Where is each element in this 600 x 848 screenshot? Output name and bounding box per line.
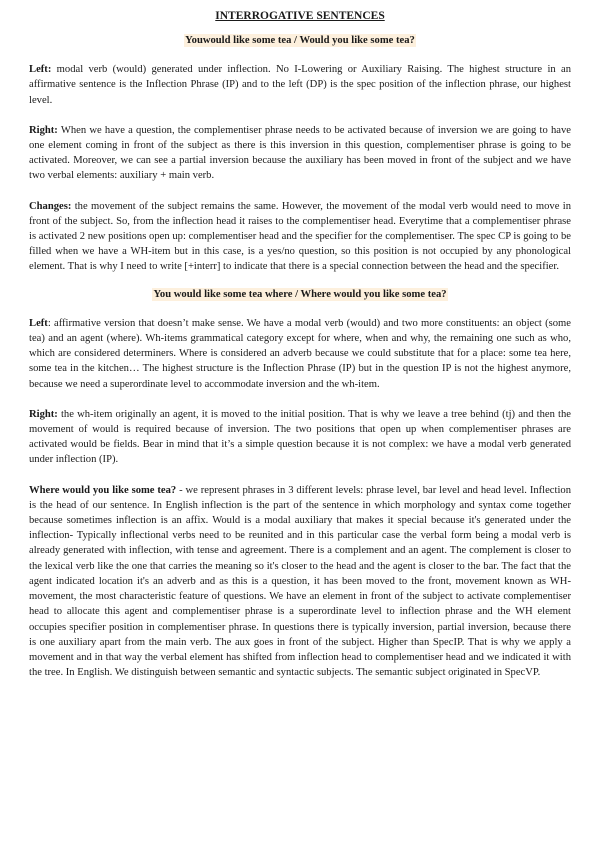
section2-where-paragraph [29, 483, 571, 681]
section1-heading [29, 33, 571, 48]
paragraph-label: Changes: [29, 200, 72, 212]
paragraph-text: the wh-item originally an agent, it is moved to the initial position. That is why we leave a tree behind (tj) and then the movement of would is required because of inversion. The two positions that open up when complementiser phrases are activated would be fields. Bear in mind that it’s a simple question because it is not complex: we have a modal verb generated under inflection (IP). [29, 408, 571, 466]
paragraph-text: - we represent phrases in 3 different levels: phrase level, bar level and head level. Inflection is the head of our sentence. In English inflection is the part of the sentence in which morphology and syntax come together because sometimes inflection is an affix. Would is a modal auxiliary that makes it special because it's generated under the inflection- Typically inflectional verbs need to be reunited and in this particular case the verbal form being a modal verb is already generated with inflection, with tense and agreement. There is a complement and an agent. The complement is closer to the lexical verb like the one that carries the meaning so it's closer to the head and the agent is closer to the bar. The fact that the agent indicated location it's an adverb and as this is a question, it has been moved to the front, movement known as WH-movement, the most characteristic feature of questions. We have an element in front of the subject to activate complementiser head to allocate this agent and complementiser phrase is a superordinate level to inflection phrase and the WH element occupies specifier position in complementiser phrase. In questions there is typically inversion, partial inversion, because there is one auxiliary apart from the main verb. The aux goes in front of the subject. Higher than SpecIP. That is why we apply a movement and in that way the verbal element has shifted from inflection head to complementiser head and we indicated it with the tree. In English. We distinguish between semantic and syntactic subjects. The semantic subject originated in SpecVP. [29, 484, 571, 679]
document-title: INTERROGATIVE SENTENCES [215, 10, 385, 22]
document-page [29, 8, 571, 680]
paragraph-text: modal verb (would) generated under inflection. No I-Lowering or Auxiliary Raising. The highest structure in an affirmative sentence is the Inflection Phrase (IP) and to the left (DP) is the spec position of the inflection phrase, our highest level. [29, 64, 571, 106]
paragraph-label: Where would you like some tea? [29, 484, 177, 496]
paragraph-text: : affirmative version that doesn’t make sense. We have a modal verb (would) and two more constituents: an object (some tea) and an agent (where). Wh-items grammatical category except for where, when and why, the remaining one such as who, which are considered determiners. Where is considered an adverb because we could substitute that for a place: some tea here, some tea in the kitchen… The highest structure is the Inflection Phrase (IP) but in the question IP is not the highest anymore, because we need a superordinate level to accommodate inversion and the wh-item. [29, 317, 571, 390]
paragraph-label: Left [29, 317, 48, 329]
paragraph-label: Left: [29, 64, 52, 76]
section2-heading-text: You would like some tea where / Where would you like some tea? [153, 288, 447, 300]
section1-left-paragraph [29, 62, 571, 108]
section2-heading [29, 287, 571, 302]
section1-right-paragraph [29, 123, 571, 184]
section1-heading-text: Youwould like some tea / Would you like some tea? [185, 35, 415, 46]
paragraph-label: Right: [29, 408, 58, 420]
paragraph-text: When we have a question, the complementiser phrase needs to be activated because of inversion we are going to have one element coming in front of the subject as there is this inversion in this question, complementiser phrase is going to be activated. Moreover, we can see a partial inversion because the auxiliary has been moved in front of the subject and we have two verbal elements: auxiliary + main verb. [29, 124, 571, 182]
paragraph-label: Right: [29, 124, 58, 136]
section2-right-paragraph [29, 407, 571, 468]
section1-changes-paragraph [29, 199, 571, 275]
paragraph-text: the movement of the subject remains the same. However, the movement of the modal verb would need to move in front of the subject. So, from the inflection head it raises to the complementiser head. Everytime that a complementiser phrase is activated 2 new positions open up: complementiser head and the specifier for the complementiser. The spec CP is going to be filled when we have a WH-item but in this case, is a yes/no question, so this position is not occupied by any phonological element. That is why I need to write [+interr] to indicate that there is a special connection between the head and the specifier. [29, 200, 571, 273]
section2-left-paragraph [29, 316, 571, 392]
